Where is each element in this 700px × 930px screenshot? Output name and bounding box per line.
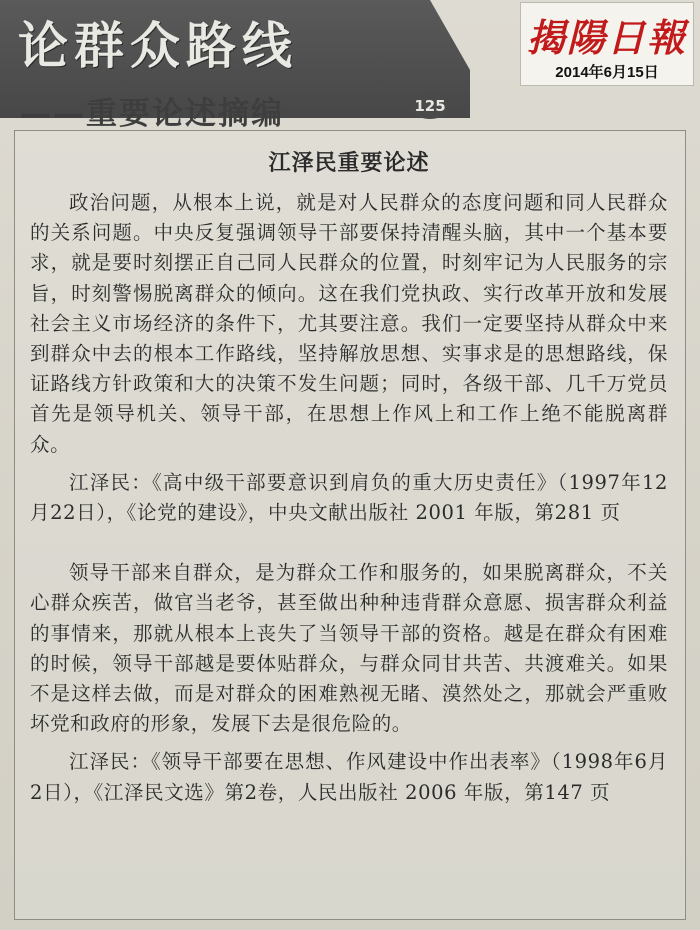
article-body (30, 188, 668, 808)
issue-number-badge: 125 (410, 93, 450, 119)
column-subtitle: ——重要论述摘编 (20, 96, 284, 132)
article-citation-2: 江泽民：《领导干部要在思想、作风建设中作出表率》（1998年6月2日），《江泽民文选》第2卷，人民出版社 2006 年版，第147 页 (30, 750, 668, 804)
article-heading: 江泽民重要论述 (268, 151, 430, 176)
article-paragraph-2: 领导干部来自群众，是为群众工作和服务的，如果脱离群众，不关心群众疾苦，做官当老爷，甚至做出种种违背群众意愿、损害群众利益的事情来，那就从根本上丧失了当领导干部的资格。越是在群众有困难的时候，领导干部越是要体贴群众，与群众同甘共苦、共渡难关。如果不是这样去做，而是对群众的困难熟视无睹、漠然处之，那就会严重败坏党和政府的形象，发展下去是很危险的。 (30, 561, 668, 736)
masthead-logo (520, 2, 694, 86)
column-title: 论群众路线 (18, 17, 298, 75)
article-paragraph-1: 政治问题，从根本上说，就是对人民群众的态度问题和同人民群众的关系问题。中央反复强调领导干部要保持清醒头脑，其中一个基本要求，就是要时刻摆正自己同人民群众的位置，时刻牢记为人民服务的宗旨，时刻警惕脱离群众的倾向。这在我们党执政、实行改革开放和发展社会主义市场经济的条件下，尤其要注意。我们一定要坚持从群众中来到群众中去的根本工作路线，坚持解放思想、实事求是的思想路线，保证路线方针政策和大的决策不发生问题；同时，各级干部、几千万党员首先是领导机关、领导干部，在思想上作风上和工作上绝不能脱离群众。 (30, 191, 668, 456)
publication-date: 2014年6月15日 (555, 64, 659, 81)
newspaper-name: 揭陽日報 (526, 15, 687, 60)
article-citation-1: 江泽民：《高中级干部要意识到肩负的重大历史责任》（1997年12月22日），《论党的建设》，中央文献出版社 2001 年版，第281 页 (30, 470, 668, 525)
